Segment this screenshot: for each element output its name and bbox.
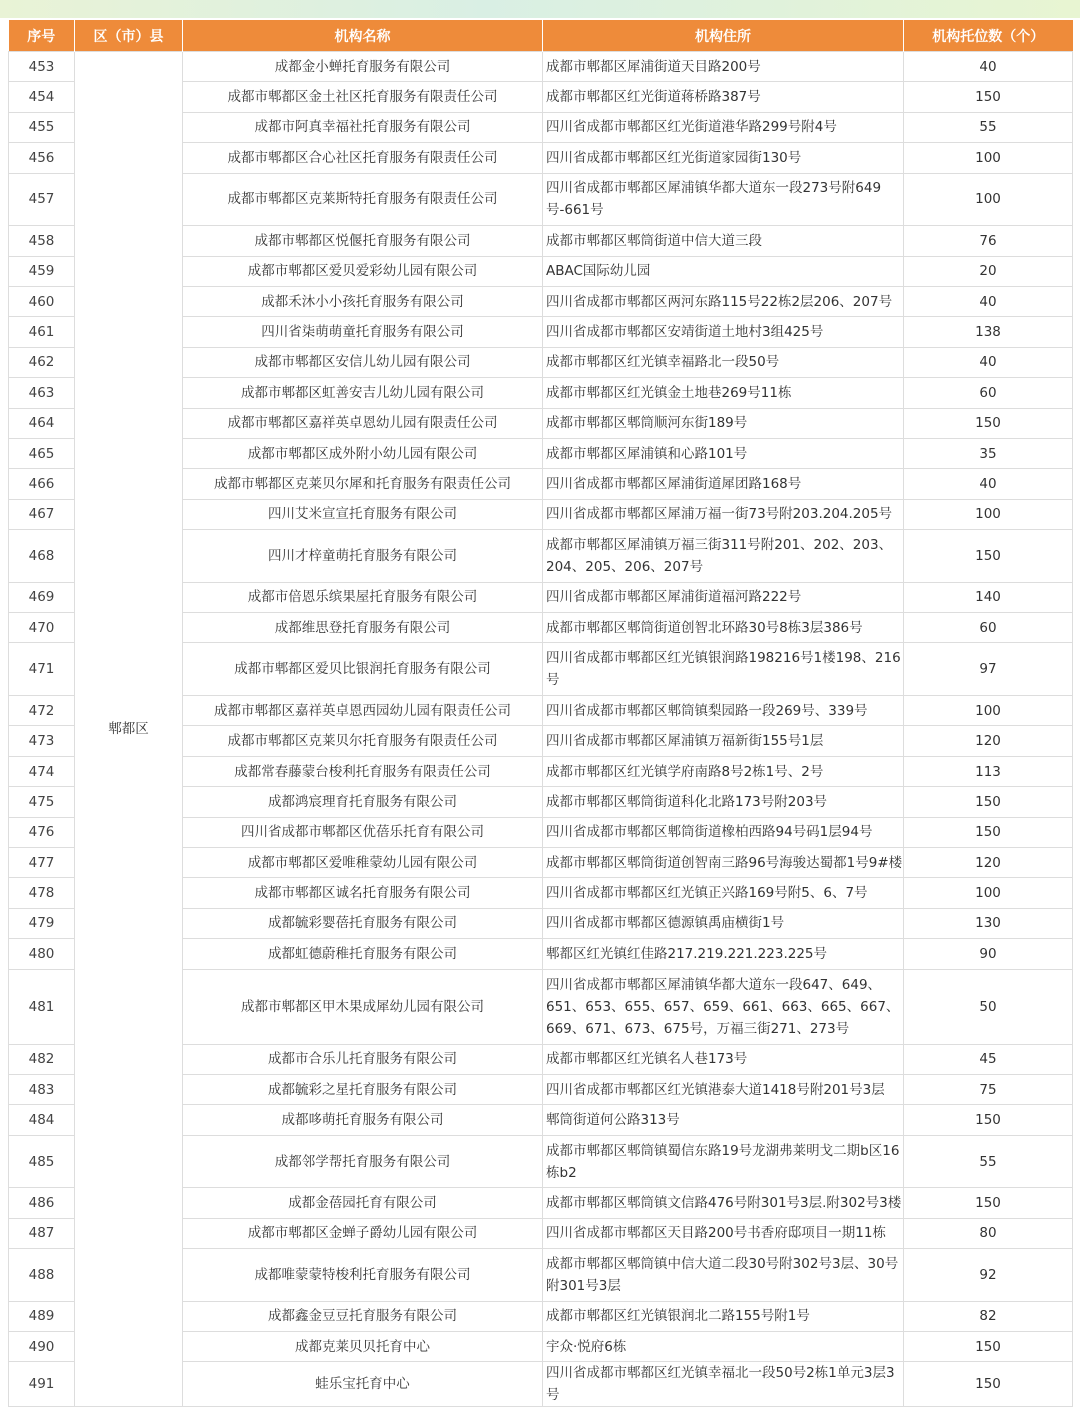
row-institution-name: 成都常春藤蒙台梭利托育服务有限责任公司	[183, 756, 543, 786]
row-address: 四川省成都市郫都区红光镇银润路198216号1楼198、216号	[543, 643, 904, 696]
row-seq: 481	[9, 969, 75, 1044]
row-seq: 489	[9, 1301, 75, 1331]
table-body	[9, 52, 1073, 1407]
row-capacity: 130	[904, 908, 1073, 938]
row-institution-name: 成都市合乐儿托育服务有限公司	[183, 1044, 543, 1074]
row-institution-name: 成都市郫都区克莱斯特托育服务有限责任公司	[183, 173, 543, 226]
row-seq: 467	[9, 499, 75, 529]
row-seq: 455	[9, 112, 75, 142]
row-address: 成都市郫都区郫筒镇文信路476号附301号3层.附302号3楼	[543, 1188, 904, 1218]
row-seq: 486	[9, 1188, 75, 1218]
row-seq: 466	[9, 469, 75, 499]
row-capacity: 40	[904, 52, 1073, 82]
row-address: 成都市郫都区犀浦镇万福三街311号附201、202、203、204、205、206、207号	[543, 530, 904, 583]
row-seq: 477	[9, 847, 75, 877]
row-institution-name: 成都市倍恩乐缤果屋托育服务有限公司	[183, 582, 543, 612]
row-address: 四川省成都市郫都区德源镇禹庙横街1号	[543, 908, 904, 938]
row-institution-name: 成都市郫都区合心社区托育服务有限责任公司	[183, 143, 543, 173]
row-institution-name: 四川艾米宣宣托育服务有限公司	[183, 499, 543, 529]
row-capacity: 120	[904, 726, 1073, 756]
row-institution-name: 成都市郫都区爱贝比银润托育服务有限公司	[183, 643, 543, 696]
row-institution-name: 成都克莱贝贝托育中心	[183, 1332, 543, 1362]
row-capacity: 82	[904, 1301, 1073, 1331]
row-institution-name: 成都唯蒙蒙特梭利托育服务有限公司	[183, 1249, 543, 1302]
row-capacity: 150	[904, 1188, 1073, 1218]
row-institution-name: 成都市郫都区爱贝爱彩幼儿园有限公司	[183, 256, 543, 286]
row-capacity: 60	[904, 613, 1073, 643]
row-capacity: 150	[904, 530, 1073, 583]
row-seq: 463	[9, 378, 75, 408]
table-row	[9, 52, 1073, 82]
header-capacity: 机构托位数（个）	[904, 20, 1073, 52]
row-address: 四川省成都市郫都区犀浦镇华都大道东一段647、649、651、653、655、657、659、661、663、665、667、669、671、673、675号，万福三街271、273号	[543, 969, 904, 1044]
row-address: 四川省成都市郫都区天目路200号书香府邸项目一期11栋	[543, 1218, 904, 1248]
row-institution-name: 成都维思登托育服务有限公司	[183, 613, 543, 643]
institution-table-container	[8, 20, 1072, 1407]
row-address: 四川省成都市郫都区两河东路115号22栋2层206、207号	[543, 286, 904, 316]
row-address: 四川省成都市郫都区犀浦街道犀团路168号	[543, 469, 904, 499]
row-address: 四川省成都市郫都区犀浦万福一街73号附203.204.205号	[543, 499, 904, 529]
row-address: 四川省成都市郫都区郫筒镇梨园路一段269号、339号	[543, 696, 904, 726]
row-seq: 453	[9, 52, 75, 82]
row-address: ABAC国际幼儿园	[543, 256, 904, 286]
row-institution-name: 成都市郫都区金蝉子爵幼儿园有限公司	[183, 1218, 543, 1248]
row-institution-name: 成都金小蝉托育服务有限公司	[183, 52, 543, 82]
row-address: 成都市郫都区郫筒街道创智北环路30号8栋3层386号	[543, 613, 904, 643]
row-address: 四川省成都市郫都区犀浦镇万福新街155号1层	[543, 726, 904, 756]
row-seq: 462	[9, 347, 75, 377]
row-address: 成都市郫都区红光镇学府南路8号2栋1号、2号	[543, 756, 904, 786]
row-capacity: 55	[904, 112, 1073, 142]
row-institution-name: 成都市郫都区虹善安吉儿幼儿园有限公司	[183, 378, 543, 408]
row-seq: 487	[9, 1218, 75, 1248]
row-address: 成都市郫都区犀浦镇和心路101号	[543, 438, 904, 468]
row-seq: 460	[9, 286, 75, 316]
row-institution-name: 成都毓彩之星托育服务有限公司	[183, 1074, 543, 1104]
row-capacity: 20	[904, 256, 1073, 286]
row-seq: 474	[9, 756, 75, 786]
row-institution-name: 四川省成都市郫都区优蓓乐托育有限公司	[183, 817, 543, 847]
row-seq: 484	[9, 1105, 75, 1135]
row-capacity: 150	[904, 408, 1073, 438]
row-seq: 454	[9, 82, 75, 112]
row-institution-name: 成都市郫都区成外附小幼儿园有限公司	[183, 438, 543, 468]
district-cell: 郫都区	[75, 52, 183, 1407]
row-institution-name: 成都市郫都区诚名托育服务有限公司	[183, 878, 543, 908]
row-capacity: 50	[904, 969, 1073, 1044]
header-seq: 序号	[9, 20, 75, 52]
row-capacity: 97	[904, 643, 1073, 696]
row-capacity: 150	[904, 787, 1073, 817]
row-capacity: 100	[904, 143, 1073, 173]
row-address: 成都市郫都区红光镇名人巷173号	[543, 1044, 904, 1074]
header-address: 机构住所	[543, 20, 904, 52]
row-seq: 483	[9, 1074, 75, 1104]
row-institution-name: 成都市郫都区安信儿幼儿园有限公司	[183, 347, 543, 377]
row-seq: 471	[9, 643, 75, 696]
row-capacity: 80	[904, 1218, 1073, 1248]
row-seq: 480	[9, 939, 75, 969]
row-seq: 479	[9, 908, 75, 938]
row-seq: 465	[9, 438, 75, 468]
row-address: 四川省成都市郫都区红光镇港泰大道1418号附201号3层	[543, 1074, 904, 1104]
row-address: 成都市郫都区红光镇银润北二路155号附1号	[543, 1301, 904, 1331]
top-decorative-band	[0, 0, 1080, 18]
row-seq: 476	[9, 817, 75, 847]
row-institution-name: 成都市郫都区悦偃托育服务有限公司	[183, 226, 543, 256]
row-address: 郫都区红光镇红佳路217.219.221.223.225号	[543, 939, 904, 969]
row-institution-name: 成都金蓓园托育有限公司	[183, 1188, 543, 1218]
row-capacity: 60	[904, 378, 1073, 408]
row-institution-name: 成都市阿真幸福社托育服务有限公司	[183, 112, 543, 142]
row-institution-name: 四川才梓童萌托育服务有限公司	[183, 530, 543, 583]
row-address: 郫筒街道何公路313号	[543, 1105, 904, 1135]
table-header-row	[9, 20, 1073, 52]
row-institution-name: 成都毓彩婴蓓托育服务有限公司	[183, 908, 543, 938]
row-address: 四川省成都市郫都区红光镇幸福北一段50号2栋1单元3层3号	[543, 1362, 904, 1407]
row-capacity: 100	[904, 696, 1073, 726]
row-seq: 473	[9, 726, 75, 756]
row-seq: 469	[9, 582, 75, 612]
row-address: 宇众·悦府6栋	[543, 1332, 904, 1362]
row-seq: 470	[9, 613, 75, 643]
row-seq: 472	[9, 696, 75, 726]
row-address: 成都市郫都区郫筒街道科化北路173号附203号	[543, 787, 904, 817]
row-institution-name: 成都哆萌托育服务有限公司	[183, 1105, 543, 1135]
row-institution-name: 蛙乐宝托育中心	[183, 1362, 543, 1407]
row-capacity: 92	[904, 1249, 1073, 1302]
row-seq: 464	[9, 408, 75, 438]
row-capacity: 35	[904, 438, 1073, 468]
row-capacity: 40	[904, 469, 1073, 499]
row-address: 成都市郫都区红光镇幸福路北一段50号	[543, 347, 904, 377]
row-address: 成都市郫都区郫筒街道中信大道三段	[543, 226, 904, 256]
row-institution-name: 成都鑫金豆豆托育服务有限公司	[183, 1301, 543, 1331]
row-address: 四川省成都市郫都区郫筒街道橡柏西路94号码1层94号	[543, 817, 904, 847]
row-address: 四川省成都市郫都区红光街道家园街130号	[543, 143, 904, 173]
row-capacity: 40	[904, 347, 1073, 377]
row-institution-name: 成都鸿宸理育托育服务有限公司	[183, 787, 543, 817]
row-seq: 459	[9, 256, 75, 286]
header-name: 机构名称	[183, 20, 543, 52]
row-institution-name: 成都市郫都区嘉祥英卓恩幼儿园有限责任公司	[183, 408, 543, 438]
row-capacity: 120	[904, 847, 1073, 877]
row-address: 四川省成都市郫都区犀浦镇华都大道东一段273号附649号-661号	[543, 173, 904, 226]
row-capacity: 40	[904, 286, 1073, 316]
row-capacity: 55	[904, 1135, 1073, 1188]
row-capacity: 140	[904, 582, 1073, 612]
row-institution-name: 成都市郫都区克莱贝尔托育服务有限责任公司	[183, 726, 543, 756]
row-seq: 475	[9, 787, 75, 817]
row-address: 成都市郫都区红光街道蒋桥路387号	[543, 82, 904, 112]
row-address: 四川省成都市郫都区红光镇正兴路169号附5、6、7号	[543, 878, 904, 908]
row-seq: 461	[9, 317, 75, 347]
row-capacity: 100	[904, 878, 1073, 908]
row-address: 四川省成都市郫都区安靖街道土地村3组425号	[543, 317, 904, 347]
row-capacity: 150	[904, 82, 1073, 112]
row-address: 成都市郫都区郫筒顺河东街189号	[543, 408, 904, 438]
row-capacity: 113	[904, 756, 1073, 786]
row-address: 成都市郫都区犀浦街道天目路200号	[543, 52, 904, 82]
row-address: 成都市郫都区郫筒镇蜀信东路19号龙湖弗莱明戈二期b区16栋b2	[543, 1135, 904, 1188]
row-address: 成都市郫都区红光镇金土地巷269号11栋	[543, 378, 904, 408]
row-capacity: 150	[904, 817, 1073, 847]
row-capacity: 100	[904, 173, 1073, 226]
row-seq: 457	[9, 173, 75, 226]
row-seq: 478	[9, 878, 75, 908]
row-seq: 491	[9, 1362, 75, 1407]
row-seq: 458	[9, 226, 75, 256]
row-capacity: 150	[904, 1332, 1073, 1362]
row-capacity: 76	[904, 226, 1073, 256]
row-capacity: 100	[904, 499, 1073, 529]
childcare-institution-table	[8, 20, 1073, 1407]
row-institution-name: 四川省柒萌萌童托育服务有限公司	[183, 317, 543, 347]
row-institution-name: 成都虹德蔚稚托育服务有限公司	[183, 939, 543, 969]
row-seq: 490	[9, 1332, 75, 1362]
row-seq: 468	[9, 530, 75, 583]
row-seq: 485	[9, 1135, 75, 1188]
row-institution-name: 成都市郫都区克莱贝尔犀和托育服务有限责任公司	[183, 469, 543, 499]
row-address: 四川省成都市郫都区犀浦街道福河路222号	[543, 582, 904, 612]
header-district: 区（市）县	[75, 20, 183, 52]
row-address: 四川省成都市郫都区红光街道港华路299号附4号	[543, 112, 904, 142]
row-capacity: 138	[904, 317, 1073, 347]
row-institution-name: 成都邻学帮托育服务有限公司	[183, 1135, 543, 1188]
row-capacity: 45	[904, 1044, 1073, 1074]
row-institution-name: 成都市郫都区金土社区托育服务有限责任公司	[183, 82, 543, 112]
row-capacity: 150	[904, 1362, 1073, 1407]
row-seq: 488	[9, 1249, 75, 1302]
row-capacity: 90	[904, 939, 1073, 969]
row-seq: 482	[9, 1044, 75, 1074]
row-institution-name: 成都禾沐小小孩托育服务有限公司	[183, 286, 543, 316]
row-capacity: 75	[904, 1074, 1073, 1104]
row-capacity: 150	[904, 1105, 1073, 1135]
row-institution-name: 成都市郫都区爱唯稚蒙幼儿园有限公司	[183, 847, 543, 877]
row-seq: 456	[9, 143, 75, 173]
row-institution-name: 成都市郫都区嘉祥英卓恩西园幼儿园有限责任公司	[183, 696, 543, 726]
row-address: 成都市郫都区郫筒镇中信大道二段30号附302号3层、30号附301号3层	[543, 1249, 904, 1302]
row-address: 成都市郫都区郫筒街道创智南三路96号海骏达蜀都1号9#楼	[543, 847, 904, 877]
row-institution-name: 成都市郫都区甲木果成犀幼儿园有限公司	[183, 969, 543, 1044]
